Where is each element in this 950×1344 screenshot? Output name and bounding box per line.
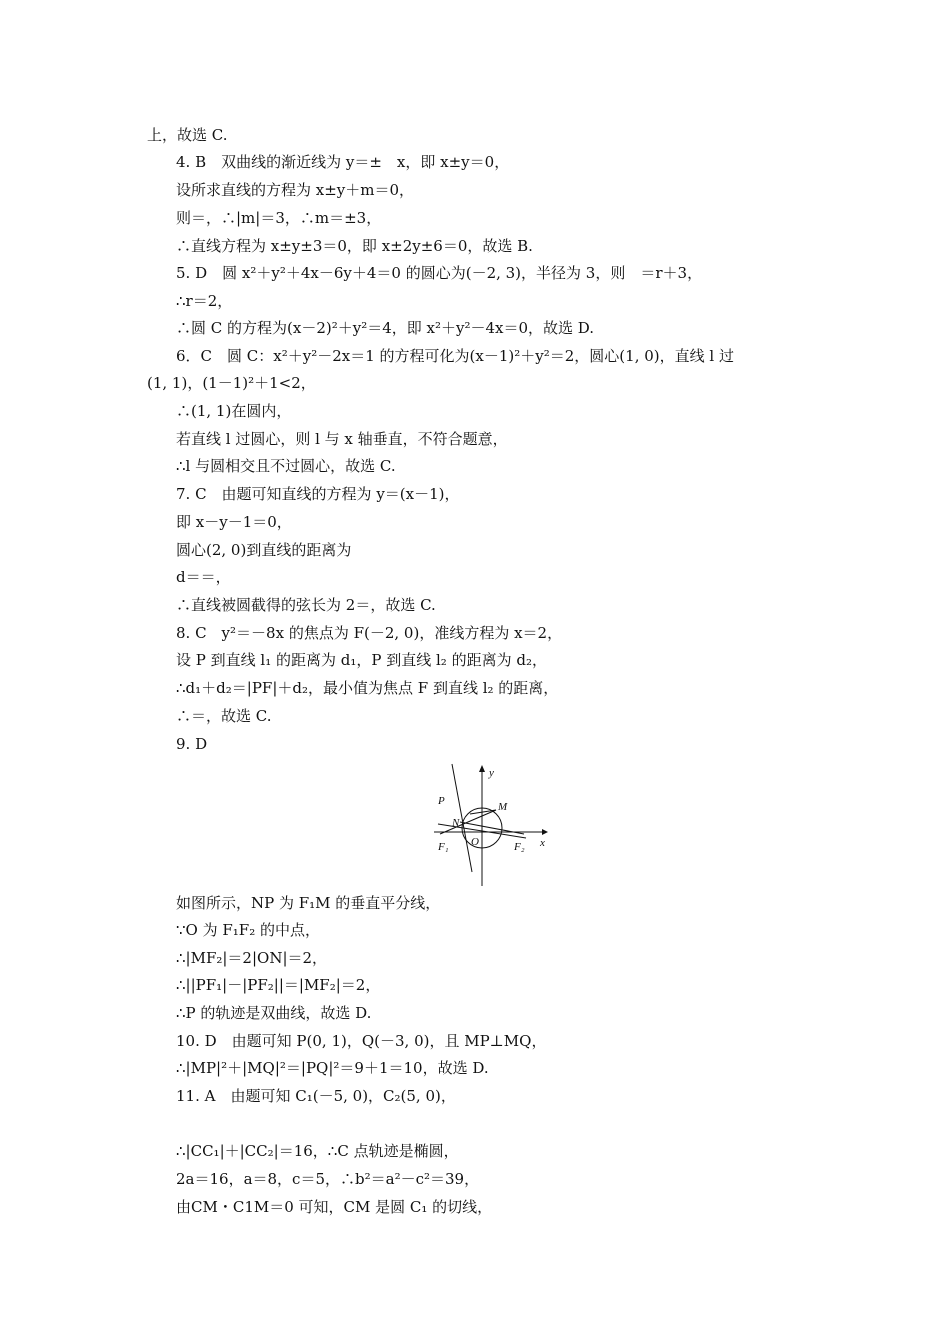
text-line: (1, 1)，(1－1)²＋1<2， xyxy=(147,374,316,392)
text-line: 由CM・C1M＝0 可知，CM 是圆 C₁ 的切线， xyxy=(176,1198,493,1216)
text-line: 5. D 圆 x²＋y²＋4x－6y＋4＝0 的圆心为(－2, 3)，半径为 3，则 ＝r＋3， xyxy=(176,264,703,282)
hyperbola-figure xyxy=(430,762,550,888)
text-line: 即 x－y－1＝0， xyxy=(176,513,292,531)
label-F2: F₂ xyxy=(514,841,525,853)
text-line: 如图所示，NP 为 F₁M 的垂直平分线， xyxy=(176,894,441,912)
text-line: 8. C y²＝－8x 的焦点为 F(－2, 0)，准线方程为 x＝2， xyxy=(176,624,563,642)
text-line: ∴r＝2， xyxy=(176,292,233,310)
text-line: ∴|CC₁|＋|CC₂|＝16，∴C 点轨迹是椭圆， xyxy=(176,1142,459,1160)
text-line: ∴P 的轨迹是双曲线，故选 D. xyxy=(176,1004,372,1022)
text-line: 6．C 圆 C：x²＋y²－2x＝1 的方程可化为(x－1)²＋y²＝2，圆心(1, 0)，直线 l 过 xyxy=(176,347,734,365)
text-line: ∴|MP|²＋|MQ|²＝|PQ|²＝9＋1＝10，故选 D. xyxy=(176,1059,489,1077)
text-line: ∴直线方程为 x±y±3＝0，即 x±2y±6＝0，故选 B. xyxy=(176,237,533,255)
text-line: 2a＝16，a＝8，c＝5，∴b²＝a²－c²＝39， xyxy=(176,1170,480,1188)
label-O: O xyxy=(471,836,479,848)
text-line: ∴圆 C 的方程为(x－2)²＋y²＝4，即 x²＋y²－4x＝0，故选 D. xyxy=(176,319,595,337)
text-line: ∴|MF₂|＝2|ON|＝2， xyxy=(176,949,328,967)
text-line: 11. A 由题可知 C₁(－5, 0)，C₂(5, 0)， xyxy=(176,1087,456,1105)
text-line: ∴d₁＋d₂＝|PF|＋d₂，最小值为焦点 F 到直线 l₂ 的距离， xyxy=(176,679,559,697)
text-line: 设所求直线的方程为 x±y＋m＝0， xyxy=(176,181,415,199)
text-line: 设 P 到直线 l₁ 的距离为 d₁，P 到直线 l₂ 的距离为 d₂， xyxy=(176,651,547,669)
text-line: ∴||PF₁|－|PF₂||＝|MF₂|＝2， xyxy=(176,976,381,994)
text-line: ∵O 为 F₁F₂ 的中点， xyxy=(176,921,320,939)
text-line: ∴l 与圆相交且不过圆心，故选 C. xyxy=(176,457,396,475)
label-y: y xyxy=(489,767,494,779)
text-line: 4. B 双曲线的渐近线为 y＝± x，即 x±y＝0， xyxy=(176,153,510,171)
text-line: ∴＝，故选 C. xyxy=(176,707,272,725)
label-N: N xyxy=(452,817,460,829)
label-x: x xyxy=(540,837,545,849)
text-line: ∴直线被圆截得的弦长为 2＝，故选 C. xyxy=(176,596,436,614)
text-line: 若直线 l 过圆心，则 l 与 x 轴垂直，不符合题意， xyxy=(176,430,508,448)
text-line: 10. D 由题可知 P(0, 1)，Q(－3, 0)，且 MP⊥MQ， xyxy=(176,1032,547,1050)
label-M: M xyxy=(498,801,508,813)
text-line: 圆心(2, 0)到直线的距离为 xyxy=(176,541,352,559)
text-line: ∴(1, 1)在圆内， xyxy=(176,402,292,420)
text-line: 7. C 由题可知直线的方程为 y＝(x－1)， xyxy=(176,485,460,503)
text-line: d＝＝， xyxy=(176,568,231,586)
label-F1: F₁ xyxy=(438,841,449,853)
text-line: 9. D xyxy=(176,735,208,753)
text-line: 上，故选 C. xyxy=(147,126,228,144)
label-P: P xyxy=(438,795,445,807)
text-line: 则＝，∴|m|＝3，∴m＝±3， xyxy=(176,209,382,227)
